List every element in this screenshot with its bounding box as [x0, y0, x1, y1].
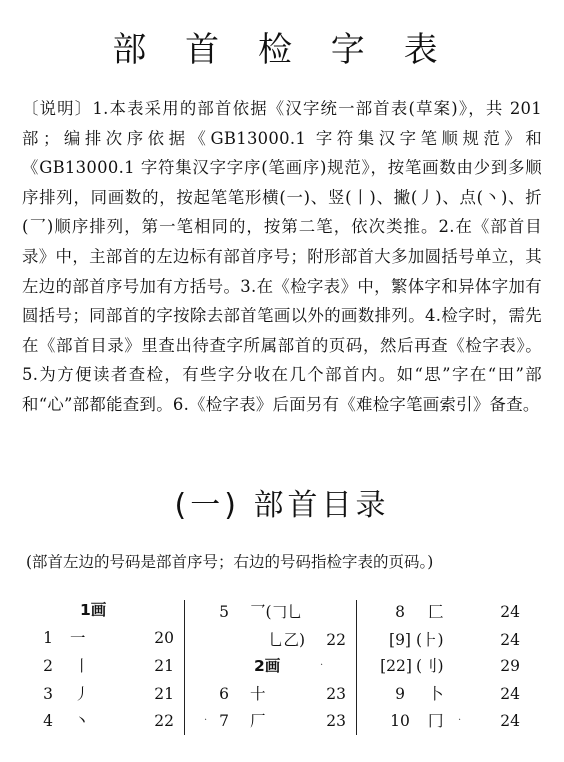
radical-glyph: 十	[250, 685, 266, 703]
radical-page: 20	[154, 629, 174, 647]
radical-page: 22	[326, 631, 346, 649]
radical-glyph: 厂	[250, 712, 266, 730]
radical-number: 9	[395, 685, 405, 703]
radical-number: 10	[390, 712, 410, 730]
radical-page: 23	[326, 712, 346, 730]
radical-page: 21	[154, 657, 174, 675]
radical-page: 24	[500, 712, 520, 730]
radical-page: 23	[326, 685, 346, 703]
radical-number: [22]	[380, 657, 412, 675]
radical-glyph: 丿	[74, 685, 90, 703]
radical-glyph: 丶	[74, 712, 90, 730]
radical-number: 7	[219, 712, 229, 730]
radical-page: 24	[500, 685, 520, 703]
radical-number: 5	[219, 603, 229, 621]
radical-page: 22	[154, 712, 174, 730]
radical-glyph: 匚	[428, 603, 444, 621]
directory-note: (部首左边的号码是部首序号；右边的号码指检字表的页码。)	[26, 553, 434, 571]
radical-glyph: (刂)	[416, 657, 444, 675]
radical-number: 3	[43, 685, 53, 703]
radical-page: 21	[154, 685, 174, 703]
radical-glyph: (⺊)	[416, 631, 444, 649]
radical-number: 1	[43, 629, 53, 647]
radical-number: [9]	[389, 631, 411, 649]
intro-paragraph: 〔说明〕1.本表采用的部首依据《汉字统一部首表(草案)》，共 201 部；编排次序依据《GB13000.1 字符集汉字笔顺规范》和《GB13000.1 字符集汉字字序(笔画序)规范》，按笔画数由少到多顺序排列，同画数的，按起笔笔形横(一)、竖(丨)、撇(丿)、点(丶)、折(乛)顺序排列，第一笔相同的，按第二笔，依次类推。2.在《部首目录》中，主部首的左边标有部首序号；附形部首大多加圆括号单立，其左边的部首序号加有方括号。3.在《检字表》中，繁体字和异体字加有圆括号；同部首的字按除去部首笔画以外的画数排列。4.检字时，需先在《部首目录》里查出待查字所属部首的页码，然后再查《检字表》。5.为方便读者查检，有些字分收在几个部首内。如“思”字在“田”部和“心”部都能查到。6.《检字表》后面另有《难检字笔画索引》备查。	[22, 99, 542, 414]
radical-glyph: 乛(𠃌乚	[250, 603, 303, 621]
radical-number: 4	[43, 712, 53, 730]
radical-number: 2	[43, 657, 53, 675]
speck-mark: ·	[458, 715, 462, 726]
radical-page: 24	[500, 603, 520, 621]
radical-number: 8	[395, 603, 405, 621]
radical-glyph: 丨	[74, 657, 90, 675]
stroke-heading-1: 1画	[80, 601, 107, 619]
radical-glyph: 冂	[428, 712, 444, 730]
radical-glyph: 一	[70, 629, 86, 647]
radical-number: 6	[219, 685, 229, 703]
radical-page: 24	[500, 631, 520, 649]
radical-page: 29	[500, 657, 520, 675]
column-divider-left	[184, 600, 185, 735]
radical-glyph: 卜	[428, 685, 444, 703]
stroke-heading-2: 2画	[254, 657, 281, 675]
radical-glyph: 乚乙)	[268, 631, 306, 649]
speck-mark: ·	[204, 715, 208, 726]
speck-mark: ·	[320, 660, 324, 671]
page-title: 部 首 检 字 表	[112, 30, 452, 70]
column-divider-right	[356, 600, 357, 735]
section-title: (一) 部首目录	[174, 488, 390, 523]
